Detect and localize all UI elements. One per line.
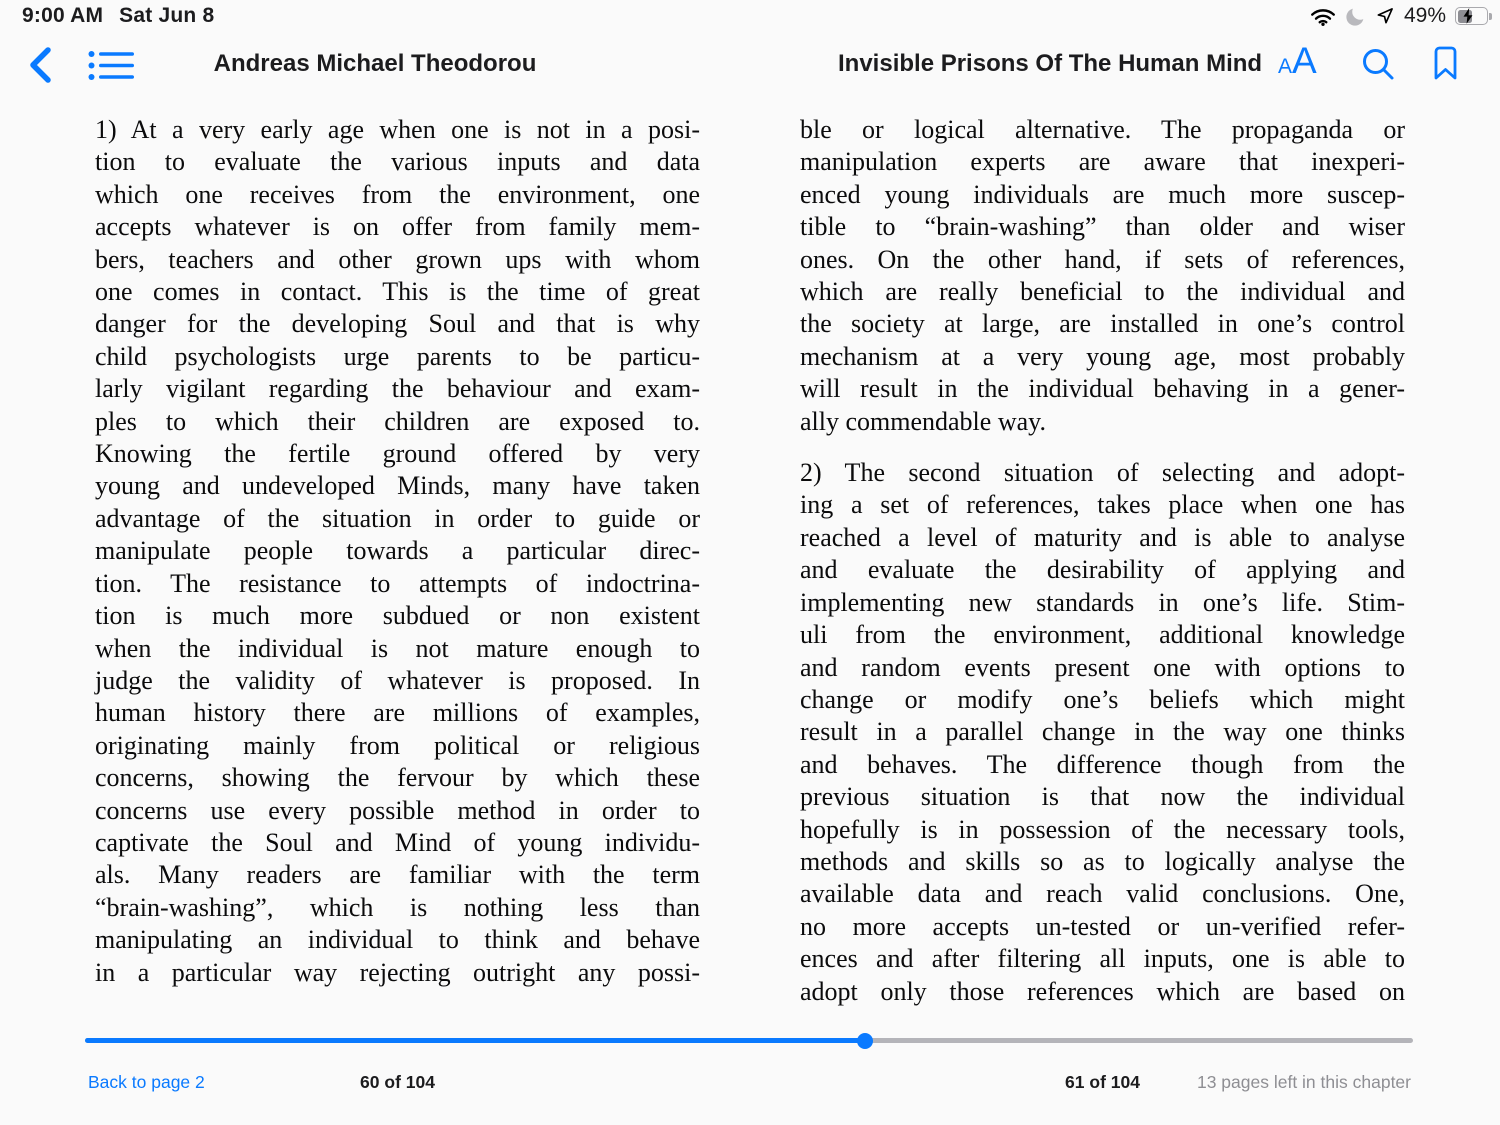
progress-knob[interactable]: [857, 1033, 873, 1049]
text-line: previous situation is that now the individual: [800, 782, 1405, 812]
text-line: young and undeveloped Minds, many have taken: [95, 471, 700, 501]
text-line: “brain-washing”, which is nothing less than: [95, 892, 700, 922]
text-line: concerns use every possible method in order to: [95, 795, 700, 825]
text-line: uli from the environment, additional knowledge: [800, 620, 1405, 650]
text-line: ences and after filtering all inputs, one is able to: [800, 944, 1405, 974]
text-line: enced young individuals are much more suscep-: [800, 179, 1405, 209]
text-line: when the individual is not mature enough to: [95, 633, 700, 663]
search-icon: [1361, 47, 1395, 81]
text-line: ples to which their children are exposed to.: [95, 406, 700, 436]
text-line: danger for the developing Soul and that is why: [95, 309, 700, 339]
page-number-right: 61 of 104: [1065, 1072, 1140, 1092]
text-line: originating mainly from political or religious: [95, 730, 700, 760]
text-line: and random events present one with options to: [800, 652, 1405, 682]
text-line: which are really beneficial to the individual and: [800, 277, 1405, 307]
progress-fill: [85, 1038, 865, 1043]
text-line: and behaves. The difference though from the: [800, 749, 1405, 779]
text-line: tible to “brain-washing” than older and wiser: [800, 212, 1405, 242]
text-line: tion to evaluate the various inputs and data: [95, 147, 700, 177]
text-line: which one receives from the environment, one: [95, 179, 700, 209]
text-line: manipulation experts are aware that inexperi-: [800, 147, 1405, 177]
text-line: implementing new standards in one’s life. Stim-: [800, 587, 1405, 617]
text-line: in a particular way rejecting outright any possi-: [95, 957, 700, 987]
text-line: manipulate people towards a particular direc-: [95, 536, 700, 566]
text-line: reached a level of maturity and is able to analyse: [800, 522, 1405, 552]
text-line: tion is much more subdued or non existent: [95, 601, 700, 631]
author-title: Andreas Michael Theodorou: [213, 50, 537, 77]
text-line: result in a parallel change in the way one thinks: [800, 717, 1405, 747]
text-size-button[interactable]: [1278, 40, 1317, 82]
text-line: adopt only those references which are based on: [800, 976, 1405, 1006]
status-time: 9:00 AM: [22, 4, 104, 27]
text-line: and evaluate the desirability of applying and: [800, 555, 1405, 585]
progress-track[interactable]: [85, 1038, 1413, 1043]
reader-toolbar: [0, 32, 1500, 100]
text-line: accepts whatever is on offer from family mem-: [95, 212, 700, 242]
text-line: human history there are millions of examples,: [95, 698, 700, 728]
battery-percent: 49%: [1403, 4, 1446, 27]
text-line: mechanism at a very young age, most probably: [800, 341, 1405, 371]
status-date: Sat Jun 8: [119, 4, 215, 27]
page-number-left: 60 of 104: [360, 1072, 435, 1092]
text-line: advantage of the situation in order to guide or: [95, 503, 700, 533]
text-line: no more accepts un-tested or un-verified refer-: [800, 911, 1405, 941]
text-line: ble or logical alternative. The propaganda or: [800, 115, 1405, 144]
text-line: bers, teachers and other grown ups with whom: [95, 244, 700, 274]
search-button[interactable]: [1361, 47, 1395, 81]
text-line: 2) The second situation of selecting and adopt-: [800, 458, 1405, 488]
text-line: ones. On the other hand, if sets of references,: [800, 244, 1405, 274]
text-line: 1) At a very early age when one is not in a posi-: [95, 115, 700, 144]
battery-charging-icon: [1455, 7, 1492, 25]
text-line: will result in the individual behaving in a gener-: [800, 374, 1405, 404]
book-title: Invisible Prisons Of The Human Mind: [838, 50, 1263, 77]
bookmark-icon: [1433, 46, 1458, 81]
text-line: manipulating an individual to think and behave: [95, 925, 700, 955]
text-line: tion. The resistance to attempts of indoctrina-: [95, 568, 700, 598]
back-icon: [28, 46, 52, 84]
text-line: als. Many readers are familiar with the term: [95, 860, 700, 890]
toc-icon: [88, 50, 134, 81]
back-to-page-link[interactable]: Back to page 2: [88, 1072, 205, 1092]
text-line: ing a set of references, takes place when one has: [800, 490, 1405, 520]
text-line: child psychologists urge parents to be particu-: [95, 341, 700, 371]
text-line: change or modify one’s beliefs which might: [800, 684, 1405, 714]
pages-left-in-chapter: 13 pages left in this chapter: [1196, 1072, 1411, 1092]
text-line: hopefully is in possession of the necessary tools,: [800, 814, 1405, 844]
page-left-text: [95, 114, 700, 989]
moon-icon: [1345, 6, 1366, 27]
location-icon: [1375, 6, 1395, 26]
bookmark-button[interactable]: [1433, 46, 1458, 81]
text-line: one comes in contact. This is the time of great: [95, 277, 700, 307]
text-line: methods and skills so as to logically analyse the: [800, 846, 1405, 876]
text-line: the society at large, are installed in one’s control: [800, 309, 1405, 339]
status-bar: [0, 0, 1500, 32]
text-line: concerns, showing the fervour by which these: [95, 763, 700, 793]
text-line: captivate the Soul and Mind of young individu-: [95, 827, 700, 857]
text-size-icon: A: [1278, 55, 1293, 78]
text-line: judge the validity of whatever is proposed. In: [95, 665, 700, 695]
text-size-icon-large: A: [1292, 40, 1317, 81]
back-button[interactable]: [28, 46, 52, 84]
text-line: available data and reach valid conclusions. One,: [800, 879, 1405, 909]
wifi-icon: [1310, 7, 1336, 26]
text-line: ally commendable way.: [800, 406, 1046, 436]
toc-button[interactable]: [88, 50, 134, 81]
text-line: Knowing the fertile ground offered by very: [95, 439, 700, 469]
page-right-text: [800, 114, 1405, 1008]
text-line: larly vigilant regarding the behaviour and exam-: [95, 374, 700, 404]
